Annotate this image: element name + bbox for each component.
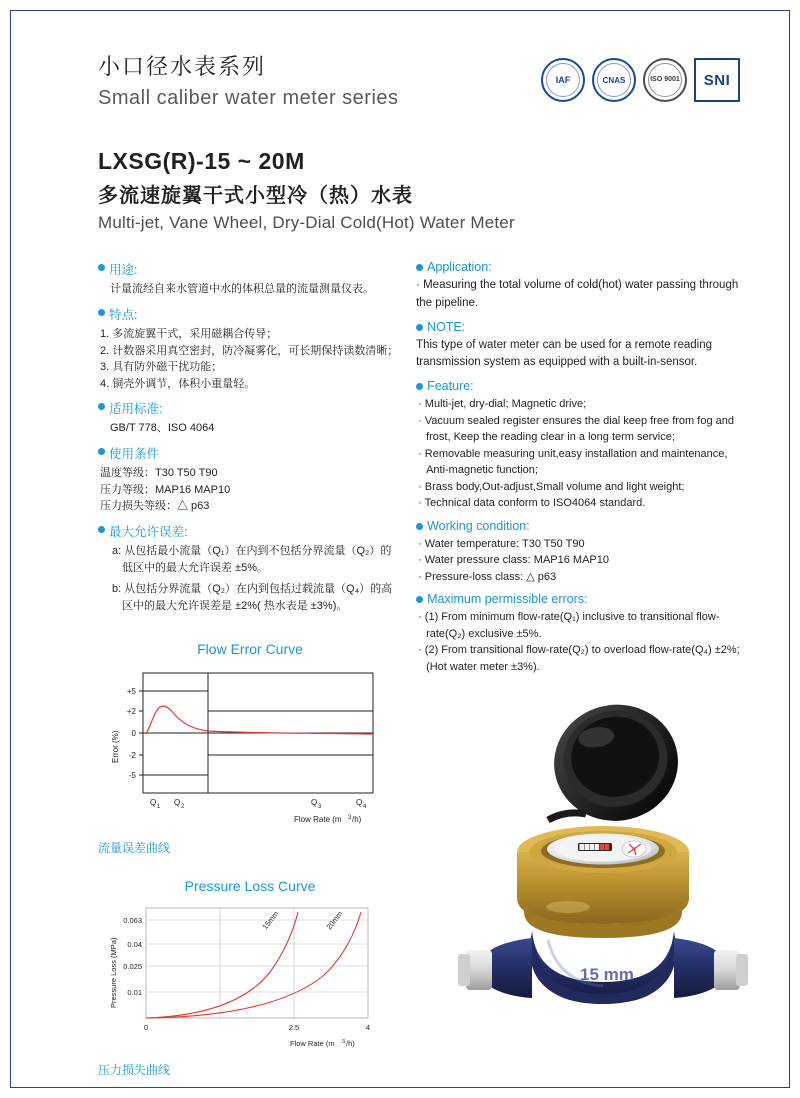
svg-text:2.5: 2.5 [288, 1022, 300, 1032]
condition-list-cn [98, 465, 402, 515]
list-item: 压力等级：MAP16 MAP10 [100, 483, 231, 496]
pressure-loss-chart-title: Pressure Loss Curve [184, 877, 316, 894]
svg-text:15mm: 15mm [260, 909, 281, 932]
section-errors-en-heading [416, 592, 740, 606]
section-use-heading [98, 260, 402, 278]
flow-error-chart-title: Flow Error Curve [197, 640, 303, 657]
bullet-dot-icon [98, 526, 105, 533]
list-item: · Water temperature: T30 T50 T90 [418, 537, 585, 550]
cnas-cert-label: CNAS [602, 75, 626, 85]
flow-error-chart-caption: 流量误差曲线 [98, 840, 171, 855]
svg-text:Flow Rate (m: Flow Rate (m [294, 814, 342, 824]
svg-text:0: 0 [131, 728, 136, 738]
working-condition-list [416, 536, 740, 586]
product-photo [428, 702, 778, 1062]
section-condition-cn-heading [98, 444, 402, 462]
product-name-cn: 多流速旋翼干式小型冷（热）水表 [98, 185, 413, 207]
section-standard-label: 适用标准: [109, 402, 163, 417]
svg-text:Q: Q [150, 797, 157, 807]
list-item: 2. 计数器采用真空密封，防冷凝雾化，可长期保持读数清晰； [100, 344, 399, 357]
section-standard-text: GB/T 778、ISO 4064 [110, 422, 215, 435]
svg-text:2: 2 [181, 803, 185, 810]
bullet-dot-icon [416, 596, 423, 603]
iso9001-cert-badge [643, 58, 687, 102]
section-working-condition-label: Working condition: [427, 518, 530, 533]
bullet-dot-icon [98, 264, 105, 271]
pressure-loss-svg [98, 900, 388, 1050]
product-model: LXSG(R)-15 ~ 20M [98, 148, 305, 174]
bullet-dot-icon [416, 324, 423, 331]
list-item: 压力损失等级：△ p63 [100, 500, 210, 513]
sni-cert-badge [694, 58, 740, 102]
section-use-label: 用途: [109, 263, 138, 277]
section-application-heading [416, 260, 740, 274]
section-application-text: · Measuring the total volume of cold(hot) water passing through the pipeline. [416, 279, 739, 309]
list-item: · (1) From minimum flow-rate(Q₁) inclusive to transitional flow-rate(Q₂) exclusive ±5%. [418, 611, 720, 640]
bullet-dot-icon [416, 523, 423, 530]
svg-text:20mm: 20mm [324, 909, 345, 932]
section-feature-cn-heading [98, 305, 402, 323]
svg-text:0.01: 0.01 [127, 987, 142, 997]
bullet-dot-icon [98, 448, 105, 455]
cnas-cert-badge [592, 58, 636, 102]
section-note-text: This type of water meter can be used for a remote reading transmission system as equipped with a built-in-sensor. [416, 338, 713, 369]
bullet-dot-icon [416, 264, 423, 271]
list-item: · Removable measuring unit,easy installation and maintenance, Anti-magnetic function; [418, 447, 728, 477]
svg-text:+5: +5 [126, 686, 136, 696]
svg-text:0: 0 [143, 1022, 149, 1032]
svg-text:-2: -2 [128, 750, 136, 760]
product-name-en: Multi-jet, Vane Wheel, Dry-Dial Cold(Hot) Water Meter [98, 213, 515, 232]
list-item: 4. 铜壳外调节，体积小重量轻。 [100, 377, 256, 390]
column-chinese [98, 253, 416, 1078]
svg-text:Q: Q [174, 797, 181, 807]
pressure-loss-chart [98, 878, 402, 1078]
bullet-dot-icon [98, 403, 105, 410]
flow-error-chart-plot [98, 663, 402, 833]
svg-text:Error (%): Error (%) [111, 730, 120, 763]
svg-text:4: 4 [365, 1022, 371, 1032]
svg-text:/h): /h) [352, 814, 362, 824]
svg-text:3: 3 [342, 1038, 346, 1045]
section-error-cn-heading [98, 522, 402, 540]
svg-text:0.063: 0.063 [123, 915, 142, 925]
pressure-loss-chart-caption: 压力损失曲线 [98, 1062, 171, 1077]
svg-text:4: 4 [363, 803, 367, 810]
header-title-en: Small caliber water meter series [98, 87, 399, 109]
section-feature-en-heading [416, 379, 740, 393]
water-meter-illustration [428, 702, 778, 1062]
dial-size-text: 15 mm [580, 965, 634, 984]
iaf-cert-label: IAF [555, 75, 571, 85]
svg-text:3: 3 [318, 803, 322, 810]
svg-text:Flow Rate (m: Flow Rate (m [290, 1038, 335, 1048]
errors-list-en [416, 609, 740, 675]
error-item-a: a: 从包括最小流量（Q₁）在内到不包括分界流量（Q₂）的低区中的最大允许误差 ±5%。 [112, 544, 392, 574]
svg-text:Q: Q [311, 797, 318, 807]
bullet-dot-icon [416, 383, 423, 390]
feature-list-cn [98, 326, 402, 392]
svg-text:0.025: 0.025 [123, 961, 142, 971]
section-working-condition-heading [416, 519, 740, 533]
flow-error-chart [98, 641, 402, 856]
list-item: · (2) From transitional flow-rate(Q₂) to overload flow-rate(Q₄) ±2%;(Hot water meter ±3%). [418, 644, 740, 673]
section-note-label: NOTE: [427, 319, 466, 334]
error-item-b: b: 从包括分界流量（Q₂）在内到包括过载流量（Q₄）的高区中的最大允许误差是 ±2%( 热水表是 ±3%)。 [112, 582, 393, 612]
section-application-label: Application: [427, 260, 492, 274]
bullet-dot-icon [98, 309, 105, 316]
svg-text:/h): /h) [346, 1038, 355, 1048]
section-errors-en-label: Maximum permissible errors: [427, 592, 588, 607]
svg-text:Pressure Loss (MPa): Pressure Loss (MPa) [109, 937, 118, 1008]
svg-text:1: 1 [157, 803, 161, 810]
list-item: 3. 具有防外磁干扰功能； [100, 361, 223, 374]
section-feature-cn-label: 特点: [109, 308, 138, 323]
product-title-block [98, 148, 740, 233]
list-item: · Vacuum sealed register ensures the dial keep free from fog and frost, Keep the reading clear in a long term service; [418, 414, 734, 444]
list-item: 1. 多流旋翼干式，采用磁耦合传导； [100, 328, 278, 341]
list-item: · Multi-jet, dry-dial; Magnetic drive; [418, 398, 587, 411]
section-error-cn-label: 最大允许误差: [109, 524, 188, 539]
section-use-text: 计量流经自来水管道中水的体积总量的流量测量仪表。 [110, 283, 374, 295]
pressure-loss-chart-plot [98, 900, 402, 1055]
list-item: · Brass body,Out-adjust,Small volume and light weight; [418, 480, 685, 493]
svg-text:0.04: 0.04 [127, 939, 142, 949]
iso9001-cert-label: ISO 9001 [650, 76, 680, 84]
list-item: 温度等级：T30 T50 T90 [100, 467, 218, 480]
page-header [98, 50, 740, 132]
svg-text:3: 3 [348, 814, 352, 821]
header-title-cn: 小口径水表系列 [98, 54, 267, 79]
svg-text:-5: -5 [128, 770, 136, 780]
list-item: · Water pressure class: MAP16 MAP10 [418, 554, 609, 567]
feature-list-en [416, 396, 740, 512]
sni-cert-label: SNI [703, 71, 731, 89]
iaf-cert-badge [541, 58, 585, 102]
section-condition-cn-label: 使用条件 [109, 447, 160, 462]
svg-text:Q: Q [356, 797, 363, 807]
list-item: · Technical data conform to ISO4064 standard. [418, 497, 646, 510]
svg-text:+2: +2 [126, 706, 136, 716]
section-feature-en-label: Feature: [427, 379, 474, 394]
list-item: · Pressure-loss class: △ p63 [418, 570, 557, 583]
section-standard-heading [98, 399, 402, 417]
certification-badges [541, 58, 740, 102]
flow-error-svg [98, 663, 388, 828]
section-note-heading [416, 320, 740, 334]
